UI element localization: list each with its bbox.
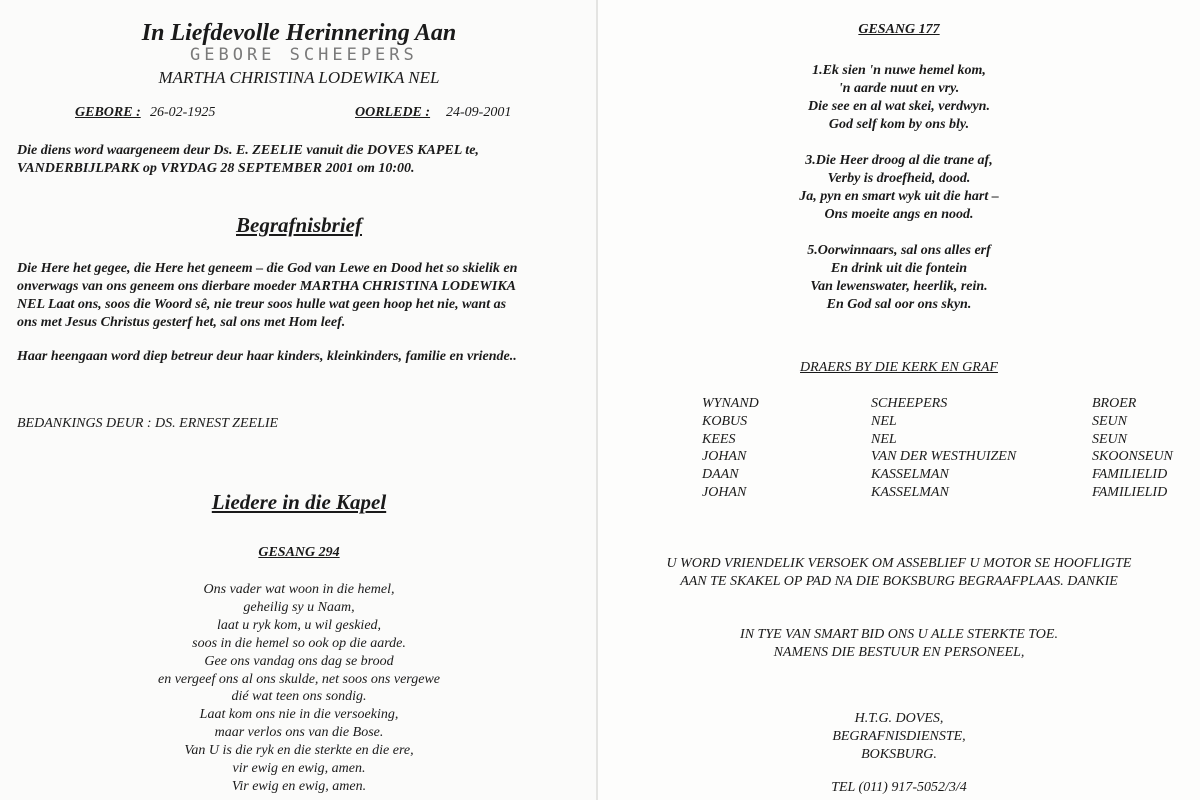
bearer-relation: SEUN: [1092, 431, 1127, 447]
lyric-line: geheilig sy u Naam,: [243, 599, 355, 615]
thanks-line: BEDANKINGS DEUR : DS. ERNEST ZEELIE: [17, 416, 279, 431]
funeral-home-signature: [598, 710, 1200, 764]
bearers-surnames: [871, 395, 1016, 502]
mourned-by-line: Haar heengaan word diep betreur deur haar kinders, kleinkinders, familie en vriende..: [17, 349, 517, 364]
verse-gap: [598, 134, 1200, 152]
bearers-first-names: [702, 395, 759, 502]
lyric-line: Vir ewig en ewig, amen.: [231, 778, 367, 794]
lyric-line: Gee ons vandag ons dag se brood: [204, 653, 394, 669]
condolence-message: [598, 626, 1200, 662]
left-page: [0, 0, 598, 800]
lyric-line: God self kom by ons bly.: [828, 117, 970, 132]
lyric-line: Ons vader wat woon in die hemel,: [203, 582, 395, 597]
lyric-line: En God sal oor ons skyn.: [826, 297, 972, 312]
condolence-line: NAMENS DIE BESTUUR EN PERSONEEL,: [773, 645, 1025, 660]
funeral-home-line: BEGRAFNISDIENSTE,: [832, 729, 966, 744]
songs-heading: Liedere in die Kapel: [211, 490, 387, 514]
lyric-line: 'n aarde nuut en vry.: [838, 81, 960, 96]
bearer-first-name: DAAN: [702, 467, 739, 483]
bearer-surname: KASSELMAN: [871, 467, 949, 483]
funeral-letter-body: [17, 260, 587, 332]
telephone-number: TEL (011) 917-5052/3/4: [831, 780, 967, 795]
lyric-line: soos in die hemel so ook op die aarde.: [192, 635, 406, 651]
bearer-first-name: JOHAN: [702, 484, 747, 500]
bearer-surname: SCHEEPERS: [871, 396, 948, 411]
letter-line: ons met Jesus Christus gesterf het, sal ons met Hom leef.: [17, 315, 346, 330]
letter-line: Die Here het gegee, die Here het geneem – die God van Lewe en Dood het so skielik en: [17, 261, 518, 276]
bearer-surname: NEL: [871, 431, 897, 447]
lyric-line: Ja, pyn en smart wyk uit die hart –: [799, 189, 999, 204]
lyric-line: Van lewenswater, heerlik, rein.: [810, 279, 988, 294]
born-date: 26-02-1925: [150, 105, 216, 120]
bearer-surname: VAN DER WESTHUIZEN: [871, 449, 1017, 465]
memorial-title: In Liefdevolle Herinnering Aan: [141, 20, 457, 46]
died-label: OORLEDE :: [355, 105, 431, 120]
funeral-home-line: H.T.G. DOVES,: [854, 711, 944, 726]
bearer-relation: SEUN: [1092, 413, 1127, 429]
headlights-request: [598, 555, 1200, 591]
lyric-line: Verby is droefheid, dood.: [827, 171, 971, 186]
bearer-first-name: WYNAND: [702, 396, 759, 411]
lyric-line: Van U is die ryk en die sterkte en die ere,: [184, 743, 414, 759]
bearer-first-name: JOHAN: [702, 449, 747, 465]
died-date: 24-09-2001: [446, 105, 512, 120]
lyric-line: Die see en al wat skei, verdwyn.: [808, 99, 990, 114]
lyric-line: 3.Die Heer droog al die trane af,: [805, 153, 993, 168]
funeral-home-line: BOKSBURG.: [861, 747, 937, 762]
lyric-line: maar verlos ons van die Bose.: [214, 725, 384, 741]
lyric-line: en vergeef ons al ons skulde, net soos ons vergewe: [157, 671, 440, 687]
bearers-relations: [1092, 395, 1173, 502]
lyric-line: En drink uit die fontein: [830, 261, 968, 276]
bearer-surname: KASSELMAN: [871, 484, 949, 500]
letter-line: NEL Laat ons, soos die Woord sê, nie treur soos hulle wat geen hoop het nie, want as: [17, 297, 507, 312]
funeral-letter-heading: Begrafnisbrief: [236, 213, 362, 237]
lyric-line: Laat kom ons nie in die versoeking,: [199, 707, 399, 723]
request-line: U WORD VRIENDELIK VERSOEK OM ASSEBLIEF U MOTOR SE HOOFLIGTE: [666, 556, 1132, 571]
hymn-177-title: GESANG 177: [858, 22, 940, 37]
service-line: Die diens word waargeneem deur Ds. E. ZEELIE vanuit die DOVES KAPEL te,: [17, 143, 479, 158]
bearer-first-name: KOBUS: [702, 413, 748, 429]
bearer-first-name: KEES: [702, 431, 736, 447]
bearer-relation: BROER: [1092, 396, 1137, 411]
bearers-heading: DRAERS BY DIE KERK EN GRAF: [800, 360, 998, 375]
lyric-line: Ons moeite angs en nood.: [824, 207, 974, 222]
service-details: [17, 142, 537, 178]
verse-gap: [598, 224, 1200, 242]
hymn-294-lyrics: [0, 581, 598, 796]
born-label: GEBORE :: [75, 105, 141, 120]
lyric-line: 1.Ek sien 'n nuwe hemel kom,: [812, 63, 986, 78]
lyric-line: laat u ryk kom, u wil geskied,: [216, 617, 382, 633]
request-line: AAN TE SKAKEL OP PAD NA DIE BOKSBURG BEGRAAFPLAAS. DANKIE: [680, 574, 1118, 589]
bearer-relation: FAMILIELID: [1092, 467, 1168, 483]
service-line: VANDERBIJLPARK op VRYDAG 28 SEPTEMBER 2001 om 10:00.: [17, 161, 415, 176]
deceased-name: MARTHA CHRISTINA LODEWIKA NEL: [158, 68, 440, 87]
bearer-surname: NEL: [871, 413, 897, 429]
letter-line: onverwags van ons geneem ons dierbare moeder MARTHA CHRISTINA LODEWIKA: [17, 279, 517, 294]
lyric-line: dié wat teen ons sondig.: [231, 689, 367, 705]
lyric-line: 5.Oorwinnaars, sal ons alles erf: [807, 243, 991, 258]
right-page: [598, 0, 1200, 800]
handwritten-maiden-name-note: GEBORE SCHEEPERS: [190, 45, 418, 65]
condolence-line: IN TYE VAN SMART BID ONS U ALLE STERKTE TOE.: [740, 627, 1058, 642]
bearer-relation: FAMILIELID: [1092, 484, 1168, 500]
lyric-line: vir ewig en ewig, amen.: [232, 761, 366, 777]
hymn-177-lyrics: [598, 62, 1200, 314]
bearer-relation: SKOONSEUN: [1092, 449, 1173, 465]
hymn-294-title: GESANG 294: [258, 545, 340, 560]
